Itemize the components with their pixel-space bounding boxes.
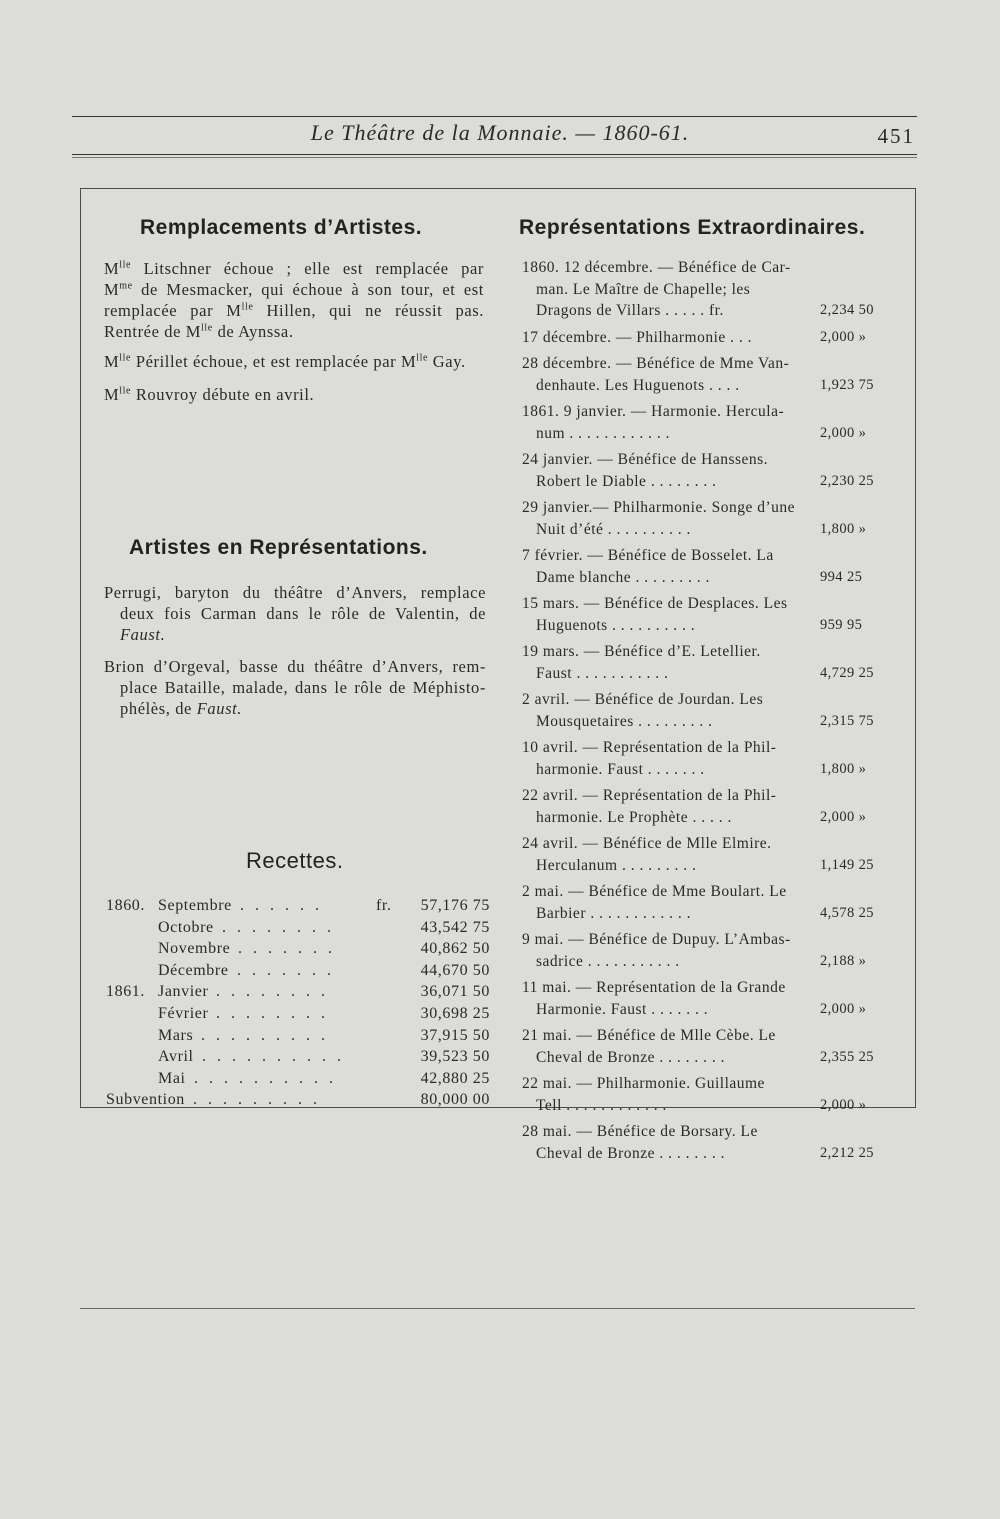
recettes-amount: 36,071 50 bbox=[420, 983, 490, 1001]
bottom-rule bbox=[80, 1308, 915, 1309]
recettes-month: Avril bbox=[158, 1048, 194, 1066]
entry-line: 21 mai. — Bénéfice de Mlle Cèbe. Le bbox=[522, 1027, 776, 1044]
recettes-amount: 80,000 00 bbox=[420, 1091, 490, 1109]
entry-line: 9 mai. — Bénéfice de Dupuy. L’Ambas- bbox=[522, 931, 791, 948]
text-line: Brion d’Orgeval, basse du théâtre d’Anvers, rem- bbox=[104, 657, 486, 676]
recettes-amount: 30,698 25 bbox=[420, 1004, 490, 1022]
extraordinaire-entry bbox=[522, 833, 900, 876]
header-rule-bottom-thin bbox=[72, 157, 917, 158]
artistes-paragraph-2 bbox=[104, 656, 486, 719]
entry-amount: 1,800 » bbox=[820, 520, 867, 537]
recettes-month: Subvention bbox=[106, 1091, 185, 1109]
recettes-month: Mai bbox=[158, 1069, 186, 1087]
leader-dots: . . . . . . . . bbox=[216, 983, 329, 1001]
entry-amount: 2,234 50 bbox=[820, 302, 874, 318]
extraordinaire-entry bbox=[522, 449, 900, 492]
entry-amount: 2,000 » bbox=[820, 1096, 867, 1113]
extraordinaires-title: Représentations Extraordinaires. bbox=[519, 216, 866, 239]
entry-line: harmonie. Le Prophète . . . . . bbox=[536, 808, 732, 826]
entry-line: 15 mars. — Bénéfice de Desplaces. Les bbox=[522, 595, 788, 612]
recettes-title: Recettes. bbox=[246, 848, 344, 873]
recettes-month: Décembre bbox=[158, 961, 229, 979]
recettes-row bbox=[106, 919, 490, 941]
recettes-amount: 40,862 50 bbox=[420, 940, 490, 958]
extraordinaire-entry bbox=[522, 929, 900, 972]
entry-amount: 2,000 » bbox=[820, 424, 867, 441]
text-line: Rentrée de $M^{lle}$ de Aynssa. bbox=[104, 322, 294, 341]
entry-line: Cheval de Bronze . . . . . . . . bbox=[536, 1048, 726, 1066]
extraordinaire-entry bbox=[522, 497, 900, 540]
entry-line: 10 avril. — Représentation de la Phil- bbox=[522, 739, 777, 756]
text-line: $M^{lle}$ Périllet échoue, et est remplacée par $M^{lle}$ Gay. bbox=[104, 352, 466, 371]
text-line: phélès, de Faust. bbox=[120, 699, 243, 718]
extraordinaire-entry bbox=[522, 1025, 900, 1068]
entry-line: sadrice . . . . . . . . . . . bbox=[536, 952, 680, 970]
leader-dots: . . . . . . . . . bbox=[201, 1026, 329, 1044]
recettes-amount: 57,176 75 bbox=[420, 897, 490, 914]
leader-dots: . . . . . . . . bbox=[222, 918, 335, 936]
recettes-month: Février bbox=[158, 1004, 209, 1022]
entry-line: 1860. 12 décembre. — Bénéfice de Car- bbox=[522, 259, 791, 276]
entry-line: 28 décembre. — Bénéfice de Mme Van- bbox=[522, 355, 790, 372]
entry-line: 2 avril. — Bénéfice de Jourdan. Les bbox=[522, 691, 764, 708]
recettes-row bbox=[106, 1005, 490, 1027]
recettes-row bbox=[106, 1048, 490, 1070]
entry-amount: 2,230 25 bbox=[820, 472, 874, 489]
entry-amount: 2,212 25 bbox=[820, 1144, 874, 1161]
entry-amount: 2,000 » bbox=[820, 1000, 867, 1017]
entry-amount: 994 25 bbox=[820, 568, 863, 585]
recettes-row bbox=[106, 1091, 490, 1113]
extraordinaire-entry bbox=[522, 977, 900, 1020]
text-line: Perrugi, baryton du théâtre d’Anvers, remplace bbox=[104, 583, 486, 602]
extraordinaire-entry bbox=[522, 785, 900, 828]
recettes-year: 1860. bbox=[106, 897, 145, 914]
artistes-paragraph-1 bbox=[104, 582, 486, 645]
extraordinaire-entry bbox=[522, 401, 900, 444]
remplacements-paragraph-3 bbox=[104, 384, 484, 405]
remplacements-paragraph-1 bbox=[104, 258, 484, 342]
extraordinaires-list bbox=[522, 257, 900, 1169]
header-rule-top bbox=[72, 116, 917, 117]
extraordinaire-entry bbox=[522, 1121, 900, 1164]
entry-line: 1861. 9 janvier. — Harmonie. Hercula- bbox=[522, 403, 785, 420]
text-line: $M^{lle}$ Rouvroy débute en avril. bbox=[104, 385, 315, 404]
recettes-amount: 39,523 50 bbox=[420, 1048, 490, 1066]
recettes-amount: 43,542 75 bbox=[420, 918, 490, 936]
entry-amount: 1,149 25 bbox=[820, 856, 874, 873]
entry-line: Dragons de Villars . . . . . fr. bbox=[536, 302, 724, 319]
extraordinaire-entry bbox=[522, 1073, 900, 1116]
recettes-row bbox=[106, 897, 490, 919]
recettes-amount: 37,915 50 bbox=[420, 1026, 490, 1044]
entry-line: 24 janvier. — Bénéfice de Hanssens. bbox=[522, 451, 769, 468]
entry-line: Huguenots . . . . . . . . . . bbox=[536, 616, 696, 634]
entry-line: Barbier . . . . . . . . . . . . bbox=[536, 904, 691, 922]
entry-amount: 2,000 » bbox=[820, 328, 867, 345]
recettes-month: Mars bbox=[158, 1026, 194, 1044]
remplacements-title: Remplacements d’Artistes. bbox=[140, 216, 423, 239]
entry-amount: 1,800 » bbox=[820, 760, 867, 777]
entry-line: Herculanum . . . . . . . . . bbox=[536, 856, 697, 874]
text-line: $M^{me}$ de Mesmacker, qui échoue à son tour, et est bbox=[104, 280, 484, 299]
entry-line: Harmonie. Faust . . . . . . . bbox=[536, 1000, 709, 1018]
leader-dots: . . . . . . . bbox=[237, 961, 335, 979]
leader-dots: . . . . . . bbox=[240, 897, 323, 914]
entry-line: 2 mai. — Bénéfice de Mme Boulart. Le bbox=[522, 883, 787, 900]
running-header-title: Le Théâtre de la Monnaie. — 1860-61. bbox=[310, 120, 690, 145]
recettes-row bbox=[106, 962, 490, 984]
recettes-row bbox=[106, 1070, 490, 1092]
recettes-month: Novembre bbox=[158, 940, 231, 958]
entry-line: 24 avril. — Bénéfice de Mlle Elmire. bbox=[522, 835, 772, 852]
text-line: place Bataille, malade, dans le rôle de Méphisto- bbox=[120, 678, 486, 697]
entry-amount: 2,188 » bbox=[820, 952, 867, 969]
extraordinaire-entry bbox=[522, 881, 900, 924]
entry-line: Mousquetaires . . . . . . . . . bbox=[536, 712, 713, 730]
entry-line: 19 mars. — Bénéfice d’E. Letellier. bbox=[522, 643, 761, 660]
leader-dots: . . . . . . . bbox=[238, 940, 336, 958]
recettes-row bbox=[106, 940, 490, 962]
entry-amount: 2,000 » bbox=[820, 808, 867, 825]
entry-line: num . . . . . . . . . . . . bbox=[536, 424, 671, 442]
extraordinaire-entry bbox=[522, 689, 900, 732]
entry-amount: 2,355 25 bbox=[820, 1048, 874, 1065]
leader-dots: . . . . . . . . . . bbox=[202, 1048, 345, 1066]
currency-label: fr. bbox=[376, 897, 392, 914]
recettes-table bbox=[106, 897, 490, 1113]
entry-line: Cheval de Bronze . . . . . . . . bbox=[536, 1144, 726, 1162]
header-rule-bottom bbox=[72, 154, 917, 155]
entry-line: 17 décembre. — Philharmonie . . . bbox=[522, 328, 753, 346]
extraordinaire-entry bbox=[522, 353, 900, 396]
recettes-year: 1861. bbox=[106, 983, 145, 1001]
leader-dots: . . . . . . . . . . bbox=[194, 1069, 337, 1087]
entry-amount: 4,578 25 bbox=[820, 904, 874, 921]
text-line: deux fois Carman dans le rôle de Valentin, de bbox=[120, 604, 486, 623]
entry-amount: 4,729 25 bbox=[820, 664, 874, 681]
extraordinaire-entry bbox=[522, 257, 900, 322]
recettes-amount: 44,670 50 bbox=[420, 961, 490, 979]
entry-line: 11 mai. — Représentation de la Grande bbox=[522, 979, 786, 996]
text-line: $M^{lle}$ Litschner échoue ; elle est remplacée par bbox=[104, 259, 484, 278]
entry-line: denhaute. Les Huguenots . . . . bbox=[536, 376, 740, 394]
page-number: 451 bbox=[877, 124, 915, 148]
extraordinaire-entry bbox=[522, 641, 900, 684]
text-line: remplacée par $M^{lle}$ Hillen, qui ne réussit pas. bbox=[104, 301, 484, 320]
entry-line: Dame blanche . . . . . . . . . bbox=[536, 568, 710, 586]
entry-line: man. Le Maître de Chapelle; les bbox=[536, 280, 751, 298]
entry-line: 28 mai. — Bénéfice de Borsary. Le bbox=[522, 1123, 758, 1140]
entry-amount: 1,923 75 bbox=[820, 376, 874, 393]
entry-line: Faust . . . . . . . . . . . bbox=[536, 664, 669, 682]
extraordinaire-entry bbox=[522, 593, 900, 636]
recettes-month: Janvier bbox=[158, 983, 209, 1001]
recettes-month: Septembre bbox=[158, 897, 232, 914]
entry-line: Robert le Diable . . . . . . . . bbox=[536, 472, 717, 490]
extraordinaire-entry bbox=[522, 737, 900, 780]
extraordinaire-entry bbox=[522, 545, 900, 588]
extraordinaire-entry bbox=[522, 327, 900, 349]
recettes-row bbox=[106, 1027, 490, 1049]
artistes-title: Artistes en Représentations. bbox=[129, 536, 428, 559]
remplacements-paragraph-2 bbox=[104, 351, 484, 372]
entry-line: 22 mai. — Philharmonie. Guillaume bbox=[522, 1075, 765, 1092]
recettes-row bbox=[106, 983, 490, 1005]
leader-dots: . . . . . . . . bbox=[216, 1004, 329, 1022]
entry-line: Tell . . . . . . . . . . . . bbox=[536, 1096, 667, 1114]
entry-line: Nuit d’été . . . . . . . . . . bbox=[536, 520, 691, 538]
recettes-amount: 42,880 25 bbox=[420, 1069, 490, 1087]
leader-dots: . . . . . . . . . bbox=[193, 1091, 321, 1109]
recettes-month: Octobre bbox=[158, 918, 214, 936]
entry-line: harmonie. Faust . . . . . . . bbox=[536, 760, 705, 778]
entry-amount: 2,315 75 bbox=[820, 712, 874, 729]
text-line: Faust. bbox=[120, 625, 166, 644]
entry-amount: 959 95 bbox=[820, 616, 863, 633]
entry-line: 7 février. — Bénéfice de Bosselet. La bbox=[522, 547, 774, 564]
entry-line: 22 avril. — Représentation de la Phil- bbox=[522, 787, 777, 804]
entry-line: 29 janvier.— Philharmonie. Songe d’une bbox=[522, 499, 795, 516]
